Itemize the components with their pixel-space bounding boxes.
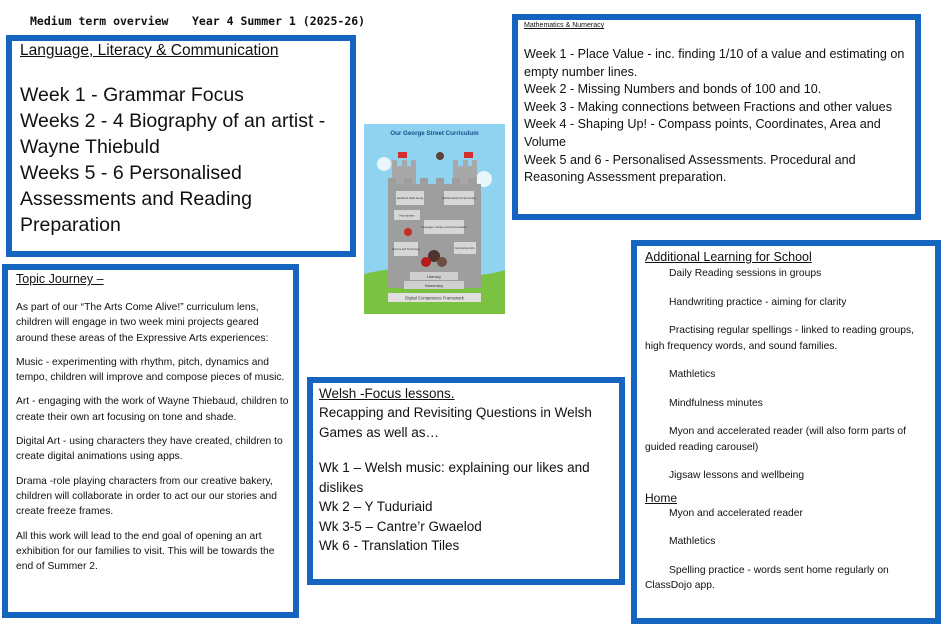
topic-title: Topic Journey – xyxy=(16,272,104,286)
additional-item: Myon and accelerated reader (will also form parts of guided reading carousel) xyxy=(645,426,906,453)
topic-paragraph: As part of our “The Arts Come Alive!” curriculum lens, children will engage in two week mini projects geared around these areas of the Expressive Arts experiences: xyxy=(16,302,269,344)
maths-title: Mathematics & Numeracy xyxy=(524,22,605,29)
welsh-title: Welsh -Focus lessons. xyxy=(319,386,455,401)
llc-body xyxy=(20,82,350,238)
header-right: Year 4 Summer 1 (2025-26) xyxy=(192,14,366,28)
llc-line: Week 1 - Grammar Focus xyxy=(20,84,244,106)
label-languages: Languages, Literacy and Communication xyxy=(421,226,467,229)
llc-line: Wayne Thiebuld xyxy=(20,136,160,158)
label-humanities: Humanities xyxy=(399,213,415,218)
additional-item: Mathletics xyxy=(669,369,716,380)
additional-item: Mindfulness minutes xyxy=(669,397,763,409)
maths-box xyxy=(512,14,921,220)
maths-line: Week 3 - Making connections between Fractions and other values xyxy=(524,99,892,114)
topic-paragraph: Drama -role playing characters from our creative bakery, children will collaborate in order to act our our stories and create freeze frames. xyxy=(16,475,277,518)
flag-left xyxy=(398,152,407,158)
welsh-week: Wk 3-5 – Cantre’r Gwaelod xyxy=(319,518,482,534)
llc-line: Weeks 5 - 6 Personalised xyxy=(20,162,242,184)
llc-line: Assessments and Reading xyxy=(20,188,252,210)
additional-item: Jigsaw lessons and wellbeing xyxy=(669,470,805,481)
label-numeracy: Numeracy xyxy=(424,283,444,288)
poster-title: Our George Street Curriculum xyxy=(390,130,479,137)
maths-line: Week 2 - Missing Numbers and bonds of 100 and 10. xyxy=(524,82,822,97)
label-science: Science and Technology xyxy=(391,248,421,251)
maths-line: Week 5 and 6 - Personalised Assessments. Procedural and Reasoning Assessment preparation. xyxy=(524,152,856,185)
welsh-week: Wk 1 – Welsh music: explaining our likes and dislikes xyxy=(319,460,590,495)
header-left: Medium term overview xyxy=(30,14,169,28)
llc-title: Language, Literacy & Communication xyxy=(20,42,279,59)
home-item: Mathletics xyxy=(669,536,716,547)
label-maths: Mathematics & Numeracy xyxy=(441,196,477,200)
topic-paragraph: Art - engaging with the work of Wayne Thiebaud, children to create their own art focusing on tone and shade. xyxy=(16,396,289,423)
home-item: Spelling practice - words sent home regularly on ClassDojo app. xyxy=(645,564,889,591)
topic-paragraph: Music - experimenting with rhythm, pitch, dynamics and tempo, children will improve and compose pieces of music. xyxy=(16,356,285,384)
curriculum-poster xyxy=(364,124,505,314)
additional-title: Additional Learning for School xyxy=(645,250,812,264)
welsh-box xyxy=(307,377,625,585)
label-health: Health & Well-being xyxy=(396,196,424,200)
welsh-week: Wk 6 - Translation Tiles xyxy=(319,538,460,553)
topic-paragraph: Digital Art - using characters they have created, children to create digital animations using apps. xyxy=(16,436,283,463)
llc-box xyxy=(6,35,356,257)
home-title: Home xyxy=(645,490,678,505)
additional-box xyxy=(631,240,941,624)
topic-box xyxy=(2,264,299,618)
maths-line: Week 4 - Shaping Up! - Compass points, Coordinates, Area and Volume xyxy=(524,117,881,149)
welsh-intro: Recapping and Revisiting Questions in Welsh Games as well as… xyxy=(319,405,592,440)
llc-line: Weeks 2 - 4 Biography of an artist - xyxy=(20,110,326,132)
label-arts: Expressive Arts xyxy=(455,246,475,250)
additional-item: Daily Reading sessions in groups xyxy=(669,268,822,279)
home-item: Myon and accelerated reader xyxy=(669,507,803,519)
llc-line: Preparation xyxy=(20,214,121,236)
maths-line: Week 1 - Place Value - inc. finding 1/10 of a value and estimating on empty number lines. xyxy=(524,47,905,79)
child-figure xyxy=(436,152,444,160)
welsh-week: Wk 2 – Y Tuduriaid xyxy=(319,499,433,514)
additional-item: Practising regular spellings - linked to reading groups, high frequency words, and sound families. xyxy=(645,325,914,352)
flag-right xyxy=(464,152,473,158)
label-dcf: Digital Competence Framework xyxy=(405,295,464,301)
label-literacy: Literacy xyxy=(426,274,442,279)
additional-item: Handwriting practice - aiming for clarity xyxy=(669,296,847,308)
topic-paragraph: All this work will lead to the end goal of opening an art exhibition for our families to visit. This will be towards the end of Summer 2. xyxy=(16,530,275,573)
